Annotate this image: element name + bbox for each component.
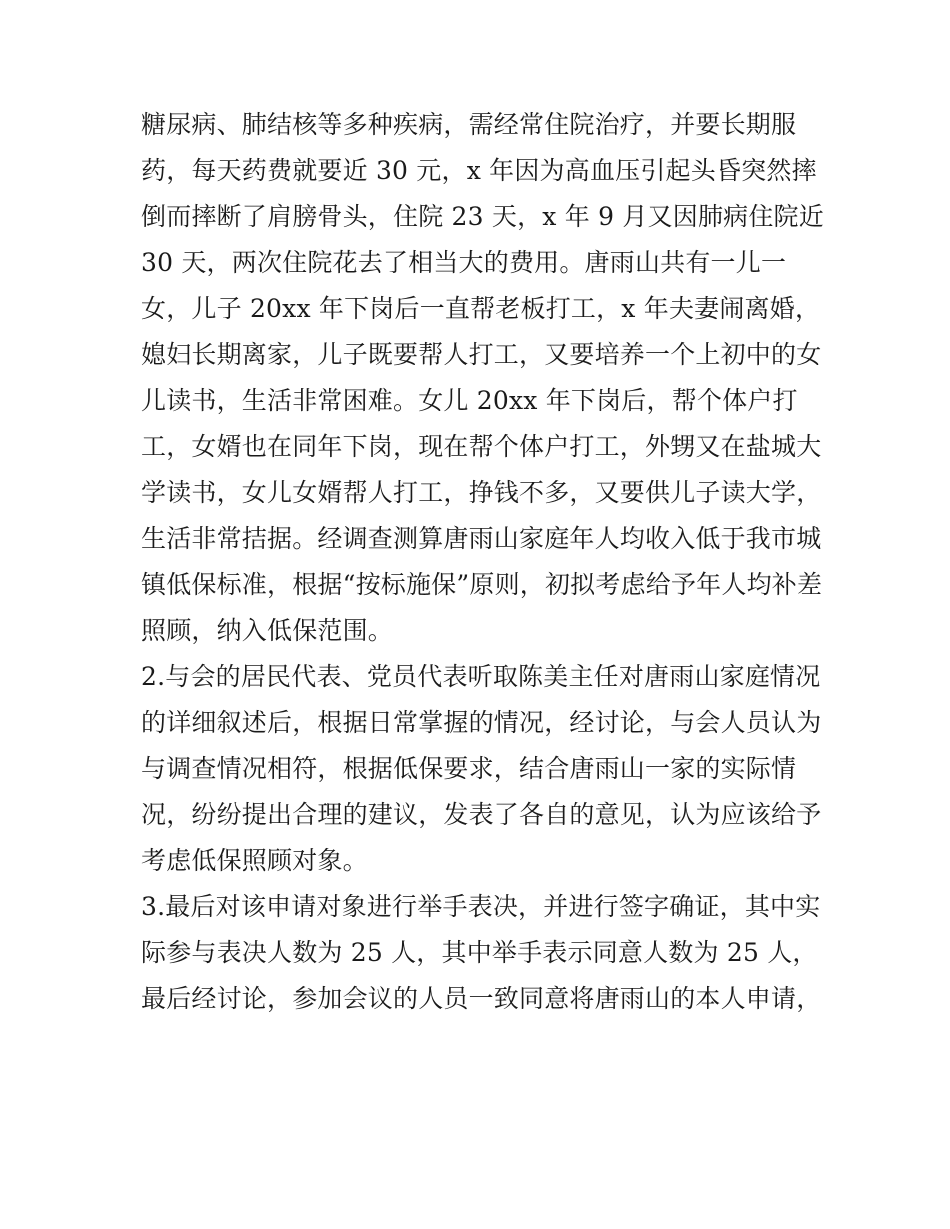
text-line: 学读书，女儿女婿帮人打工，挣钱不多，又要供儿子读大学，	[141, 478, 822, 507]
text-line: 照顾，纳入低保范围。	[141, 616, 394, 645]
text-line: 药，每天药费就要近 30 元，x 年因为高血压引起头昏突然摔	[141, 156, 817, 185]
document-body	[141, 102, 831, 1022]
text-line: 工，女婿也在同年下岗，现在帮个体户打工，外甥又在盐城大	[141, 432, 822, 461]
text-line: 生活非常拮据。经调查测算唐雨山家庭年人均收入低于我市城	[141, 524, 822, 553]
text-line: 镇低保标准，根据“按标施保”原则，初拟考虑给予年人均补差	[141, 570, 823, 599]
text-line: 女，儿子 20xx 年下岗后一直帮老板打工，x 年夫妻闹离婚，	[141, 294, 821, 323]
text-line: 际参与表决人数为 25 人，其中举手表示同意人数为 25 人，	[141, 938, 818, 967]
text-line: 儿读书，生活非常困难。女儿 20xx 年下岗后，帮个体户打	[141, 386, 798, 415]
text-line: 与调查情况相符，根据低保要求，结合唐雨山一家的实际情	[141, 754, 797, 783]
text-line: 的详细叙述后，根据日常掌握的情况，经讨论，与会人员认为	[141, 708, 822, 737]
text-line: 糖尿病、肺结核等多种疾病，需经常住院治疗，并要长期服	[141, 110, 797, 139]
text-line: 媳妇长期离家，儿子既要帮人打工，又要培养一个上初中的女	[141, 340, 822, 369]
numbered-paragraph-2-line: 2.与会的居民代表、党员代表听取陈美主任对唐雨山家庭情况	[141, 662, 821, 691]
text-line: 况，纷纷提出合理的建议，发表了各自的意见，认为应该给予	[141, 800, 822, 829]
text-line: 最后经讨论，参加会议的人员一致同意将唐雨山的本人申请，	[141, 984, 822, 1013]
text-line: 30 天，两次住院花去了相当大的费用。唐雨山共有一儿一	[141, 248, 787, 277]
numbered-paragraph-3-line: 3.最后对该申请对象进行举手表决，并进行签字确证，其中实	[141, 892, 821, 921]
text-line: 倒而摔断了肩膀骨头，住院 23 天，x 年 9 月又因肺病住院近	[141, 202, 824, 231]
text-line: 考虑低保照顾对象。	[141, 846, 368, 875]
